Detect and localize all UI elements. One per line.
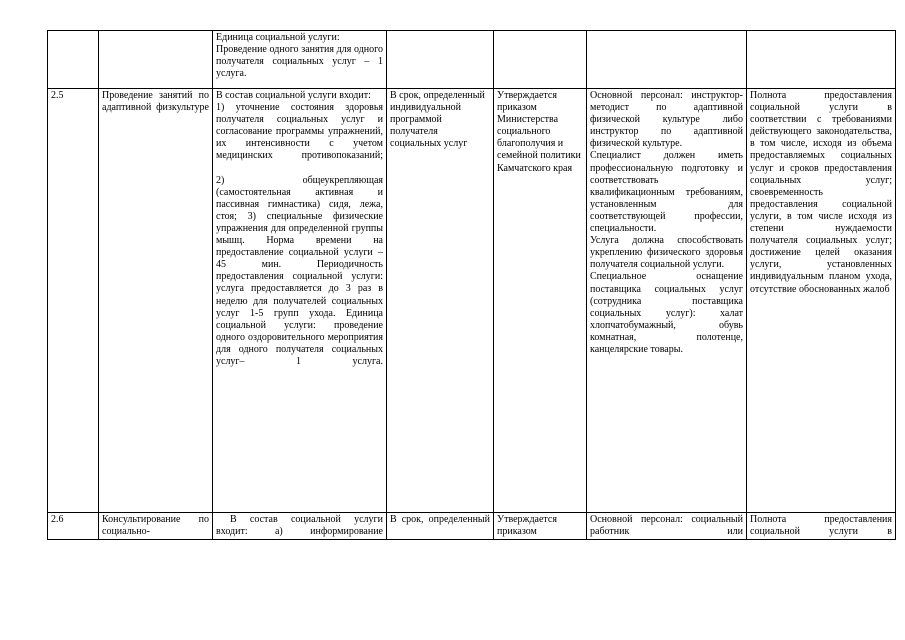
cell-service-name xyxy=(99,513,213,540)
cell-term xyxy=(387,89,494,513)
content-paragraph: 1) уточнение состояния здоровья получателя социальных услуг и согласование программы упражнений, их интенсивности с учетом медицинских противопоказаний; xyxy=(216,102,383,162)
staff-paragraph: Специальное оснащение поставщика социальных услуг (сотрудника поставщика социальных услуг): халат хлопчатобумажный, обувь комнатная, полотенце, канцелярские товары. xyxy=(590,271,743,355)
row-number: 2.6 xyxy=(51,514,64,525)
cell-staff xyxy=(587,89,747,513)
cell-quality xyxy=(747,513,896,540)
services-table xyxy=(47,30,896,540)
service-name: Проведение занятий по адаптивной физкультуре xyxy=(102,90,209,114)
cell-staff xyxy=(587,31,747,89)
cell-quality xyxy=(747,31,896,89)
table-row xyxy=(48,89,896,513)
quality-text: Полнота предоставления социальной услуги в соответствии с требованиями действующего законодательства, в том числе, исходя из объема предоставляемых социальных услуг и сроков предоставления социальных услуг; своевременность предоставления социальной услуги, в том числе исходя из степени нуждаемости получателя социальных услуг; достижение целей оказания услуги, установленных индивидуальным планом ухода, отсутствие обоснованных жалоб xyxy=(750,90,892,295)
staff-paragraph: Специалист должен иметь профессиональную подготовку и соответствовать квалификационным требованиям, установленным для соответствующей профессии, специальности. xyxy=(590,150,743,235)
table-row xyxy=(48,513,896,540)
content-paragraph: В состав социальной услуги входит: а) информирование xyxy=(216,514,383,538)
quality-text: Полнота предоставления социальной услуги в xyxy=(750,514,892,538)
content-unit-text: Проведение одного занятия для одного получателя социальных услуг – 1 услуга. xyxy=(216,44,383,80)
cell-number xyxy=(48,513,99,540)
table-row xyxy=(48,31,896,89)
cell-service-name xyxy=(99,31,213,89)
term-text: В срок, определенный индивидуальной программой получателя социальных услуг xyxy=(390,90,485,150)
cell-number xyxy=(48,89,99,513)
staff-paragraph: Услуга должна способствовать укреплению физического здоровья получателя социальной услуги. xyxy=(590,235,743,271)
cell-service-content xyxy=(213,31,387,89)
cell-term xyxy=(387,513,494,540)
term-text: В срок, определенный xyxy=(390,514,490,525)
content-paragraph: 2) общеукрепляющая (самостоятельная активная и пассивная гимнастика) сидя, лежа, стоя; 3) специальные физические упражнения для определенной группы мышц. Норма времени на предоставление социальной услуги – 45 мин. Периодичность предоставления социальной услуги: услуга предоставляется до 3 раз в неделю для получателей социальных услуг 1-5 групп ухода. Единица социальной услуги: проведение одного оздоровительного мероприятия для одного получателя социальных услуг– 1 услуга. xyxy=(216,174,383,367)
approval-text: Утверждается приказом xyxy=(497,514,557,538)
cell-staff xyxy=(587,513,747,540)
cell-service-content xyxy=(213,89,387,513)
service-name: Консультирование по социально- xyxy=(102,514,209,538)
cell-quality xyxy=(747,89,896,513)
content-spacer xyxy=(216,163,383,175)
cell-term xyxy=(387,31,494,89)
staff-paragraph: Основной персонал: инструктор-методист по адаптивной физической культуре либо инструктор по адаптивной физической культуре. xyxy=(590,90,743,150)
cell-service-name xyxy=(99,89,213,513)
cell-number xyxy=(48,31,99,89)
approval-text: Утверждается приказом Министерства социального благополучия и семейной политики Камчатского края xyxy=(497,90,581,174)
row-number: 2.5 xyxy=(51,90,64,101)
cell-service-content xyxy=(213,513,387,540)
cell-approval xyxy=(494,513,587,540)
content-unit-heading: Единица социальной услуги: xyxy=(216,32,340,43)
cell-approval xyxy=(494,89,587,513)
staff-paragraph: Основной персонал: социальный работник или xyxy=(590,514,743,538)
cell-approval xyxy=(494,31,587,89)
content-paragraph: В состав социальной услуги входит: xyxy=(216,90,371,101)
